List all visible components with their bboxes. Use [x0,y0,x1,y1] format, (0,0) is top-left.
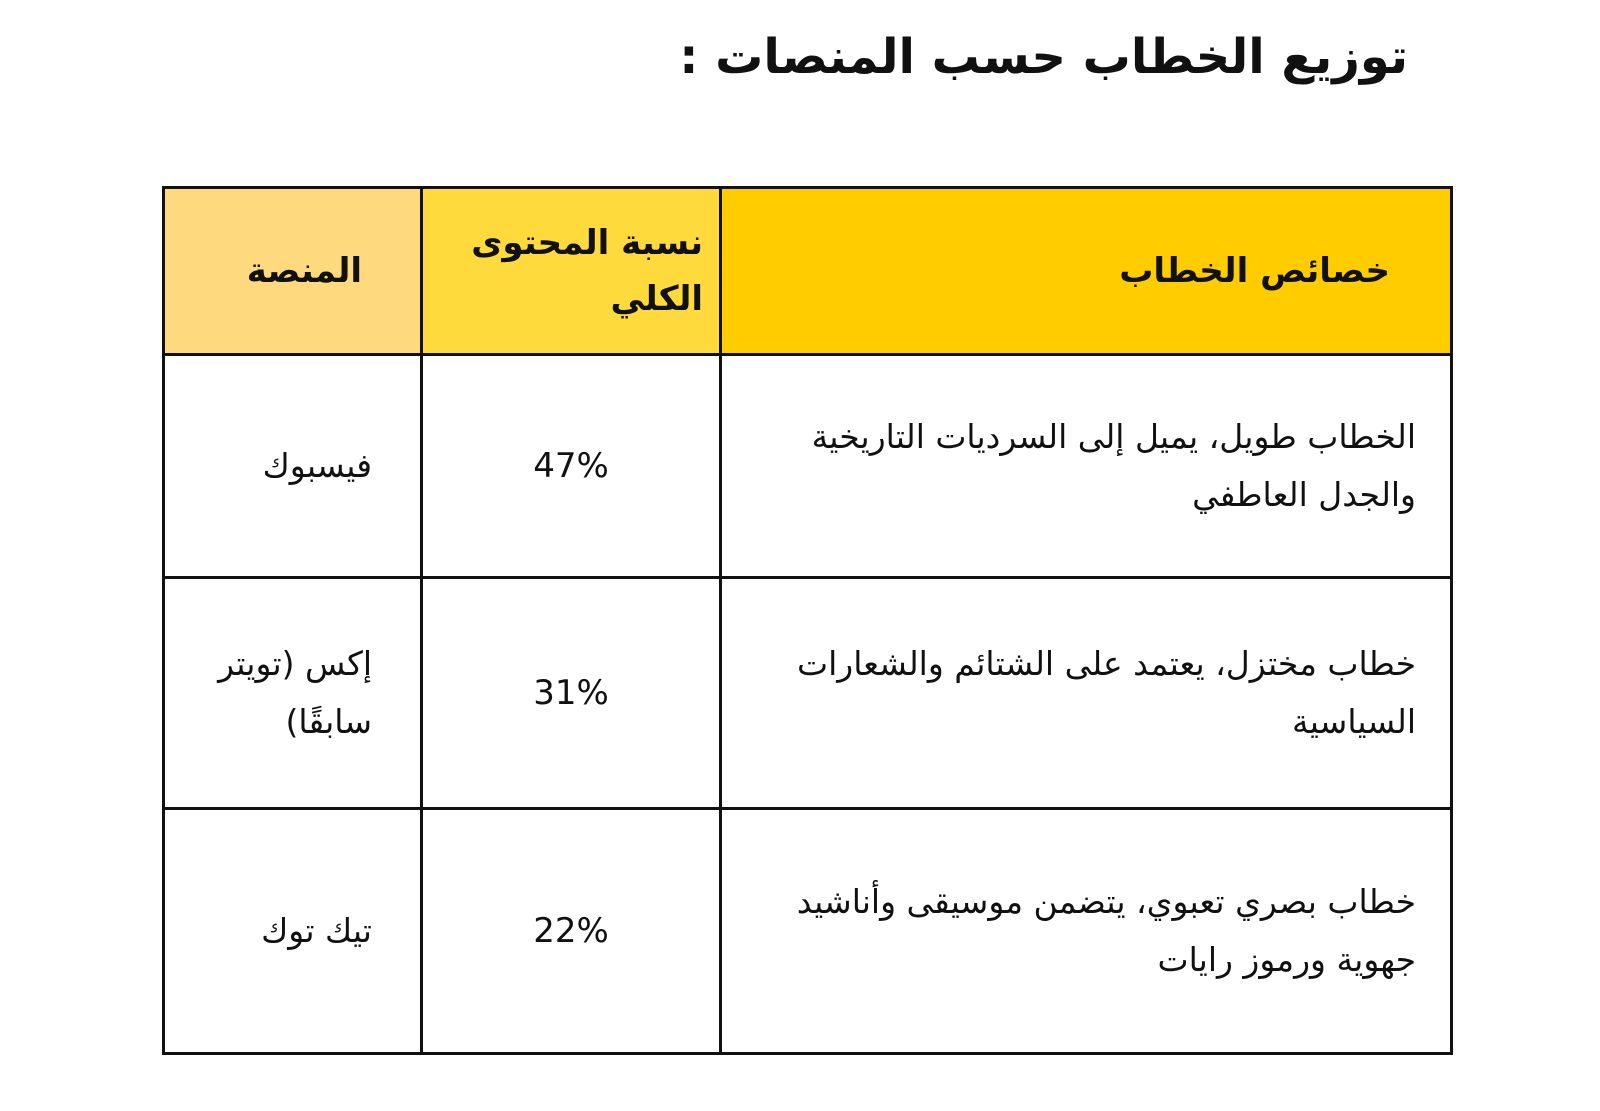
traits-cell: خطاب مختزل، يعتمد على الشتائم والشعارات السياسية [721,578,1452,809]
platform-cell: إكس (تويتر سابقًا) [164,578,422,809]
share-cell: 22% [422,809,721,1054]
share-cell: 47% [422,355,721,578]
page-title: توزيع الخطاب حسب المنصات : [679,29,1408,85]
table-row [164,578,1452,809]
platform-cell: فيسبوك [164,355,422,578]
platform-cell: تيك توك [164,809,422,1054]
table-row [164,809,1452,1054]
table-header-row [164,188,1452,355]
table-row [164,355,1452,578]
platform-discourse-table [162,186,1453,1055]
header-traits: خصائص الخطاب [721,188,1452,355]
share-cell: 31% [422,578,721,809]
traits-cell: الخطاب طويل، يميل إلى السرديات التاريخية والجدل العاطفي [721,355,1452,578]
header-platform: المنصة [164,188,422,355]
traits-cell: خطاب بصري تعبوي، يتضمن موسيقى وأناشيد جهوية ورموز رايات [721,809,1452,1054]
header-share: نسبة المحتوى الكلي [422,188,721,355]
